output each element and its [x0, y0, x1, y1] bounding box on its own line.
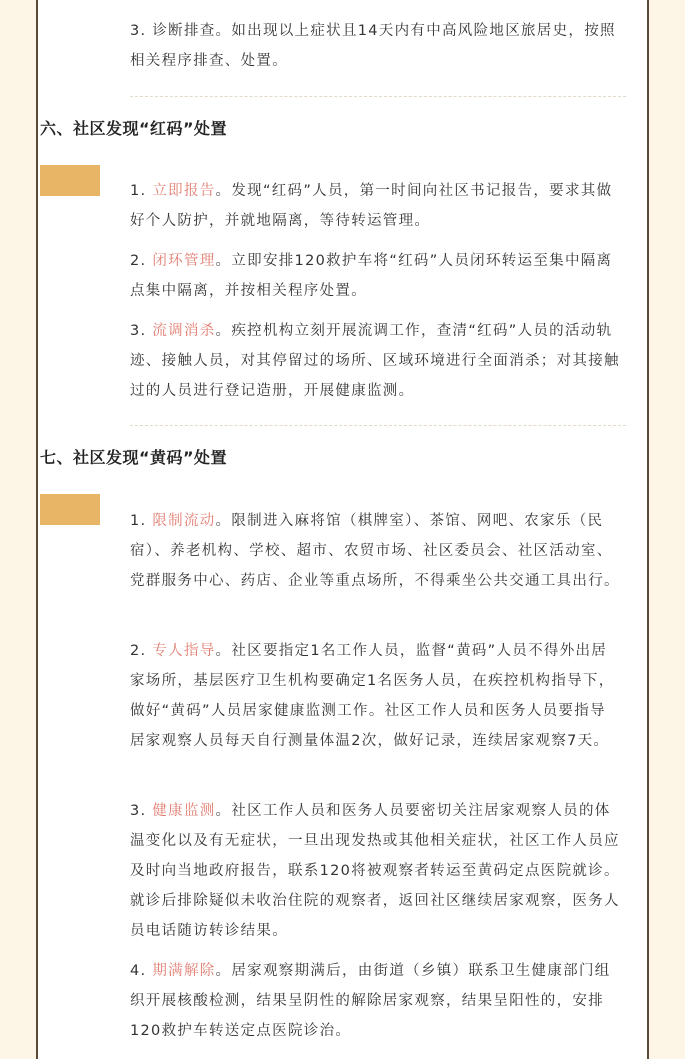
- item-number: 3.: [130, 323, 153, 339]
- item-text: 。居家观察期满后，由街道（乡镇）联系卫生健康部门组织开展核酸检测，结果呈阴性的解除居家观察，结果呈阳性的，安排120救护车转送定点医院诊治。: [130, 963, 611, 1039]
- item-text: 。社区工作人员和医务人员要密切关注居家观察人员的体温变化以及有无症状，一旦出现发热或其他相关症状，社区工作人员应及时向当地政府报告，联系120将被观察者转运至黄码定点医院就诊。就诊后排除疑似未收治住院的观察者，返回社区继续居家观察，医务人员电话随访转诊结果。: [130, 803, 620, 939]
- item-text: 。发现“红码”人员，第一时间向社区书记报告，要求其做好个人防护，并就地隔离，等待转运管理。: [130, 183, 613, 229]
- yellow-code-item-4: [130, 956, 620, 1046]
- item-keyword: 立即报告: [152, 183, 216, 199]
- divider: [130, 96, 626, 97]
- item-keyword: 流调消杀: [152, 323, 216, 339]
- item-number: 1.: [130, 183, 153, 199]
- item-keyword: 闭环管理: [152, 253, 216, 269]
- section-6-tab-decoration: [40, 165, 100, 196]
- item-keyword: 健康监测: [152, 803, 216, 819]
- item-keyword: 期满解除: [152, 963, 216, 979]
- item-text: 。社区要指定1名工作人员，监督“黄码”人员不得外出居家场所，基层医疗卫生机构要确定1名医务人员，在疾控机构指导下，做好“黄码”人员居家健康监测工作。社区工作人员和医务人员要指导居家观察人员每天自行测量体温2次，做好记录，连续居家观察7天。: [130, 643, 615, 749]
- red-code-item-1: [130, 176, 620, 236]
- item-number: 3.: [130, 803, 153, 819]
- red-code-item-3: [130, 316, 620, 406]
- item-number: 2.: [130, 253, 153, 269]
- item-text: 。疾控机构立刻开展流调工作，查清“红码”人员的活动轨迹、接触人员，对其停留过的场所、区域环境进行全面消杀；对其接触过的人员进行登记造册，开展健康监测。: [130, 323, 620, 399]
- yellow-code-item-2: [130, 636, 620, 756]
- diagnosis-item: 3. 诊断排查。如出现以上症状且14天内有中高风险地区旅居史，按照相关程序排查、处置。: [130, 23, 616, 69]
- right-frame-border: [647, 0, 685, 1059]
- left-frame-border: [0, 0, 38, 1059]
- item-text: 。立即安排120救护车将“红码”人员闭环转运至集中隔离点集中隔离，并按相关程序处置。: [130, 253, 613, 299]
- item-number: 1.: [130, 513, 153, 529]
- divider: [130, 425, 626, 426]
- item-keyword: 专人指导: [152, 643, 216, 659]
- yellow-code-item-1: [130, 506, 620, 596]
- item-text: 。限制进入麻将馆（棋牌室）、茶馆、网吧、农家乐（民宿）、养老机构、学校、超市、农贸市场、社区委员会、社区活动室、党群服务中心、药店、企业等重点场所，不得乘坐公共交通工具出行。: [130, 513, 620, 589]
- item-keyword: 限制流动: [152, 513, 216, 529]
- section-7-tab-decoration: [40, 494, 100, 525]
- yellow-code-item-3: [130, 796, 620, 946]
- item-number: 2.: [130, 643, 153, 659]
- section-6-title: 六、社区发现“红码”处置: [40, 119, 228, 138]
- section-7-title: 七、社区发现“黄码”处置: [40, 448, 228, 467]
- red-code-item-2: [130, 246, 620, 306]
- item-number: 4.: [130, 963, 153, 979]
